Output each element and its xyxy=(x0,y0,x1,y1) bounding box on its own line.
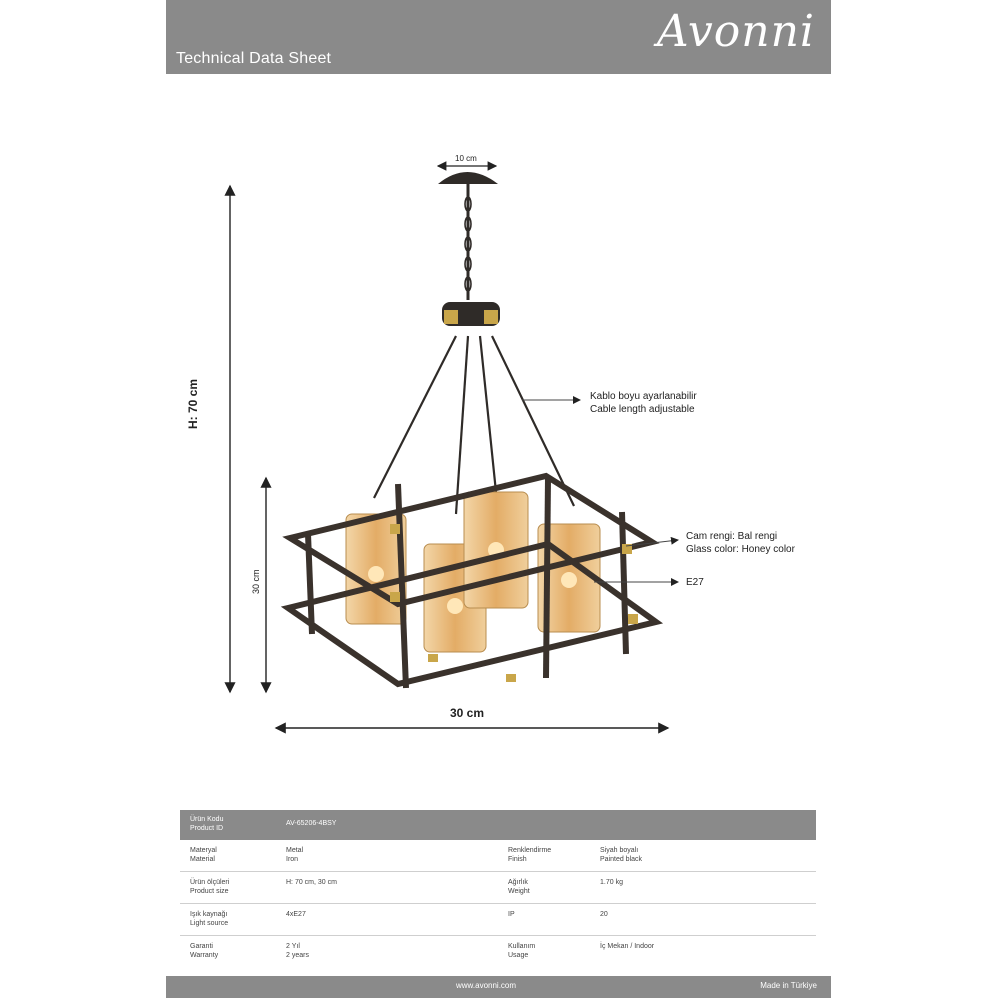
row-value-tr: 1.70 kg xyxy=(600,879,623,886)
spec-row xyxy=(180,904,816,936)
row-value-tr: 20 xyxy=(600,911,608,918)
made-in-label: Made in Türkiye xyxy=(760,981,817,990)
row-value-tr: H: 70 cm, 30 cm xyxy=(286,879,337,886)
product-id-label-en: Product ID xyxy=(190,825,224,832)
row-value-en: Painted black xyxy=(600,856,643,863)
row-label-tr: Ağırlık xyxy=(508,879,528,886)
product-id-label-tr: Ürün Kodu xyxy=(190,816,224,823)
row-label-en: Finish xyxy=(508,856,527,863)
row-label-en: Material xyxy=(190,856,215,863)
product-id-value: AV-65206-4BSY xyxy=(286,820,337,827)
cable-callout-tr: Kablo boyu ayarlanabilir xyxy=(590,391,697,402)
row-label-en: Weight xyxy=(508,888,530,895)
row-value-tr: İç Mekan / Indoor xyxy=(600,943,655,950)
spec-table-header xyxy=(180,810,816,840)
ceiling-canopy xyxy=(438,172,498,184)
row-label-en: Light source xyxy=(190,920,229,927)
row-value-en: Iron xyxy=(286,856,299,863)
row-label-tr: Işık kaynağı xyxy=(190,911,228,918)
cable-callout-en: Cable length adjustable xyxy=(590,404,695,415)
row-label-en: Product size xyxy=(190,888,229,895)
row-label-tr: IP xyxy=(508,911,515,918)
row-label-tr: Garanti xyxy=(190,943,213,950)
total-height-label: H: 70 cm xyxy=(186,378,200,429)
glass-callout xyxy=(686,530,795,556)
row-value-en: 2 years xyxy=(286,952,309,959)
body-height-label: 30 cm xyxy=(251,569,261,594)
body-width-label: 30 cm xyxy=(450,706,485,720)
glass-callout-en: Glass color: Honey color xyxy=(686,544,795,555)
row-label-en: Warranty xyxy=(190,952,219,959)
row-label-tr: Materyal xyxy=(190,847,217,854)
row-label-tr: Ürün ölçüleri xyxy=(190,879,230,886)
glass-callout-tr: Cam rengi: Bal rengi xyxy=(686,531,778,542)
chandelier-illustration xyxy=(166,74,831,794)
spec-row xyxy=(180,872,816,904)
website-link[interactable]: www.avonni.com xyxy=(456,981,517,990)
row-value-tr: 4xE27 xyxy=(286,911,306,918)
row-label-tr: Renklendirme xyxy=(508,847,552,854)
row-value-tr: 2 Yıl xyxy=(286,943,300,950)
page-title: Technical Data Sheet xyxy=(176,50,332,67)
header-bar xyxy=(166,0,831,74)
row-value-tr: Siyah boyalı xyxy=(600,847,639,854)
spec-row xyxy=(180,840,816,872)
footer-bar xyxy=(166,976,831,998)
brand-logo: Avonni xyxy=(656,6,815,57)
product-drawing xyxy=(166,74,831,794)
row-value-tr: Metal xyxy=(286,847,304,854)
socket-callout: E27 xyxy=(686,577,704,588)
data-sheet xyxy=(166,0,831,1000)
cable-callout xyxy=(590,390,697,416)
canopy-width-label: 10 cm xyxy=(455,154,477,163)
row-label-tr: Kullanım xyxy=(508,943,536,950)
row-label-en: Usage xyxy=(508,952,529,959)
spec-row xyxy=(180,936,816,967)
